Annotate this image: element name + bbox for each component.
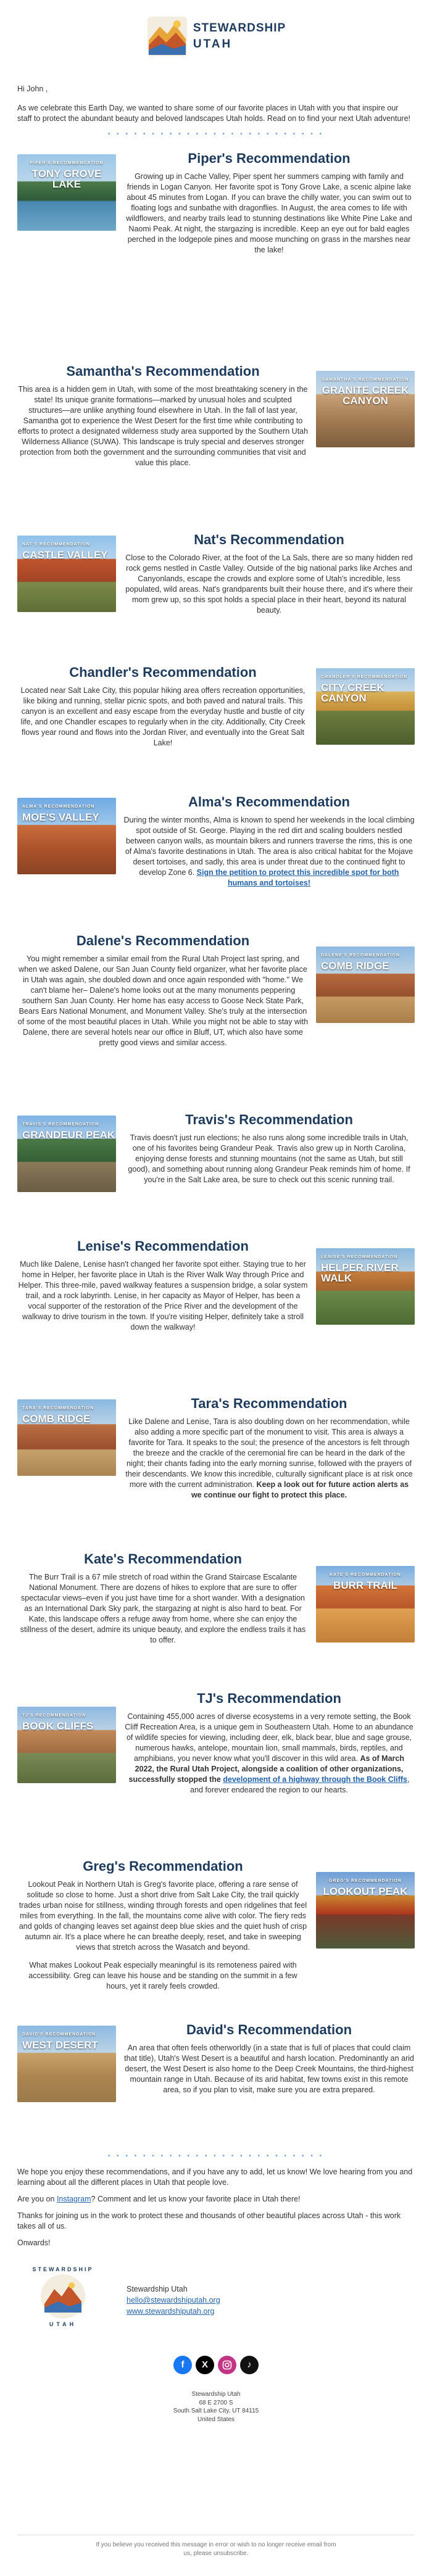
facebook-icon[interactable]: f xyxy=(173,2356,192,2374)
svg-text:STEWARDSHIP: STEWARDSHIP xyxy=(32,2266,94,2272)
rec-text: Located near Salt Lake City, this popular hiking area offers recreation opportunities, like biking and running, stellar picnic spots, and both paved and natural trails. This canyon is an excellent and easy escape from the everyday hustle and bustle of city life, and one Chandler escapes to regularly when in the city. Additionally, City Creek flows year round and flows into the Jordan River, and eventually into the Great Salt Lake! xyxy=(20,685,305,747)
rec-greg xyxy=(0,1857,432,2024)
rec-text: Containing 455,000 acres of diverse ecosystems in a very remote setting, the Book Cliff Recreation Area, is a unique gem in Southeastern Utah. Home to an abundance of wildlife species for viewing, including deer, elk, black bear, blue and sage grouse, numerous hawks, antelope, mountain lion, small mammals, birds, reptiles, and amphibians, you never know what you'll discover in this wild area. xyxy=(125,1712,413,1763)
rec-david xyxy=(0,2021,432,2113)
rec-image[interactable] xyxy=(17,1399,116,1476)
greeting: Hi John , xyxy=(17,85,48,93)
rec-badge-small: TRAVIS'S RECOMMENDATION xyxy=(22,1122,99,1127)
rec-title: TJ's Recommendation xyxy=(197,1691,341,1706)
footer-org: Stewardship Utah xyxy=(127,2285,188,2293)
instagram-link[interactable]: Instagram xyxy=(56,2195,91,2203)
divider: • • • • • • • • • • • • • • • • • • • • • • • • • xyxy=(107,2153,325,2160)
rec-text: Much like Dalene, Lenise hasn't changed her favorite spot either. Staying true to her home in Helper, her favorite place in Utah is the River Walk Way through Price and Helper. This three-mile, paved walkway features a suspension bridge, a solar system trail, and a rock labyrinth. Lenise, in her capacity as Mayor of Helper, has been a vocal supporter of the restoration of the Price River and the development of the walkway to drive tourism in the town. If you're visiting Helper, definitely take a stroll down the walkway! xyxy=(18,1259,308,1331)
rec-image[interactable] xyxy=(316,1248,415,1325)
address-line3: South Salt Lake City, UT 84115 xyxy=(173,2408,259,2414)
rec-text: Travis doesn't just run elections; he also runs along some incredible trails in Utah, one of his favorites being Grandeur Peak. Travis also grew up in North Carolina, enjoying dense forests and stunning mountains (not the same as Utah, but still good), and something about running along Grandeur Peak reminds him of home. If you're in the Salt Lake area, be sure to check out this scenic running trail. xyxy=(128,1133,410,1184)
closing-p3: Thanks for joining us in the work to protect these and thousands of other beautiful places across Utah - this work takes all of us. xyxy=(17,2211,401,2230)
address-line1: Stewardship Utah xyxy=(191,2391,241,2398)
rec-badge-big: GRANITE CREEK CANYON xyxy=(322,384,409,407)
divider: • • • • • • • • • • • • • • • • • • • • • • • • • xyxy=(107,131,325,138)
rec-text: Growing up in Cache Valley, Piper spent her summers camping with family and friends in Logan Canyon. Her favorite spot is Tony Grove Lake, a scenic alpine lake about 45 minutes from Logan. If you can brave the chilly water, you can swim out to floating logs and sunbathe with dragonflies. In August, the area comes to life with wildflowers, and nearby trails lead to stunning destinations like White Pine Lake and Naomi Peak. At night, the stargazing is incredible. Keep an eye out for bald eagles perched in the lodgepole pines and moose munching on grass in the marshes near the lake! xyxy=(126,172,412,254)
rec-badge-small: PIPER'S RECOMMENDATION xyxy=(30,161,104,165)
brand-logo[interactable] xyxy=(146,15,286,57)
closing-p4: Onwards! xyxy=(17,2238,51,2247)
petition-link[interactable]: Sign the petition to protect this incredible spot for both humans and tortoises! xyxy=(196,868,399,887)
rec-text: The Burr Trail is a 67 mile stretch of road within the Grand Staircase Escalante National Monument. There are dozens of hikes to explore that are sure to offer spectacular views–even if you just have time for a short wander. With a designation as an International Dark Sky park, the stargazing at night is also hard to beat. For Kate, this landscape offers a refuge away from home, where she can enjoy the stillness of the desert, admire its unique beauty, and explore the endless trails it has to offer. xyxy=(20,1572,306,1644)
closing-p2-post: ? Comment and let us know your favorite place in Utah there! xyxy=(91,2195,301,2203)
footer-address xyxy=(0,2390,432,2424)
rec-tara xyxy=(0,1394,432,1518)
book-cliffs-link[interactable]: development of a highway through the Book Cliffs xyxy=(223,1775,407,1784)
rec-image[interactable] xyxy=(17,798,116,874)
rec-title: Lenise's Recommendation xyxy=(77,1238,249,1254)
rec-text: During the winter months, Alma is known to spend her weekends in the local climbing spot outside of St. George. Playing in the red dirt and scaling boulders nestled between canyon walls, as mountain bikers and runners traverse the rims, this is one of Alma's favorite destinations in Utah. The area is also critical habitat for the Mojave desert tortoises, and sadly, this area is under threat due to the continued fight to develop Zone 6. xyxy=(123,815,415,877)
tiktok-icon[interactable]: ♪ xyxy=(240,2356,259,2374)
rec-badge-big: CASTLE VALLEY xyxy=(22,549,108,561)
rec-text: Lookout Peak in Northern Utah is Greg's favorite place, offering a rare sense of solitude so close to home. Just a short drive from Salt Lake City, the trail quickly trades urban noise for stillness, winding through forests and open ridgelines that feel miles from everything. In the fall, the mountains come alive with color. The fiery reds and golds of changing leaves set against deep blue skies and the quiet hush of crisp autumn air. It's a place where he can breathe deeply, reset, and take in sweeping views that stretch across the Wasatch and beyond. xyxy=(19,1879,307,1952)
footer-website-link[interactable]: www.stewardshiputah.org xyxy=(127,2307,215,2316)
rec-badge-small: DALENE'S RECOMMENDATION xyxy=(321,953,400,958)
intro-section xyxy=(0,84,432,139)
rec-badge-small: GREG'S RECOMMENDATION xyxy=(329,1879,402,1883)
rec-title: Nat's Recommendation xyxy=(194,532,344,547)
rec-bold-text: As of March 2022, the Rural Utah Project, alongside a coalition of other organizations, successfully stopped the xyxy=(128,1754,404,1784)
rec-dalene xyxy=(0,932,432,1049)
rec-title: Samantha's Recommendation xyxy=(66,363,260,379)
rec-badge-small: TJ'S RECOMMENDATION xyxy=(22,1713,86,1718)
rec-text: This area is a hidden gem in Utah, with some of the most breathtaking scenery in the state! Its unique granite formations—marked by unusual holes and sculpted structures—are unlike anything found elsewhere in Utah. In the fall of last year, Samantha got to experience the West Desert for the first time while contributing to efforts to protect a designated wilderness study area supported by the Southern Utah Wilderness Alliance (SUWA). This landscape is truly special and deserves stronger protection from both the government and the surrounding communities that visit and value this place. xyxy=(17,384,309,467)
rec-title: Alma's Recommendation xyxy=(188,794,350,810)
rec-piper xyxy=(0,149,432,254)
rec-bold-text: Keep a look out for future action alerts as we continue our fight to protect this place. xyxy=(191,1480,409,1499)
rec-text: An area that often feels otherworldly (in a state that is full of places that could claim that title), Utah's West Desert is a beautiful and harsh location. Predominantly an arid desert, the West Desert is also home to the Deep Creek Mountains, the third-highest mountain range in Utah. Because of its arid habitat, few towns exist in this remote area, so if you plan to visit, make sure you are extra prepared. xyxy=(124,2043,414,2094)
x-icon[interactable]: X xyxy=(196,2356,214,2374)
rec-text-2: What makes Lookout Peak especially meaningful is its remoteness paired with accessibility. Greg can leave his house and be standing on the summit in a few hours, yet it rarely feels crowded. xyxy=(28,1960,297,1990)
rec-badge-big: WEST DESERT xyxy=(22,2039,98,2051)
rec-title: Tara's Recommendation xyxy=(191,1396,347,1411)
rec-image[interactable] xyxy=(316,668,415,745)
rec-badge-big: COMB RIDGE xyxy=(22,1412,91,1425)
rec-image[interactable] xyxy=(316,1872,415,1949)
rec-image[interactable] xyxy=(17,1707,116,1783)
rec-chandler xyxy=(0,663,432,762)
rec-badge-small: KATE'S RECOMMENDATION xyxy=(330,1573,401,1577)
rec-badge-big: COMB RIDGE xyxy=(321,959,389,972)
rec-text: Like Dalene and Lenise, Tara is also doubling down on her recommendation, while also adding a more specific part of the monument to visit. This area is always a favorite for Tara. It speaks to the soul; the presence of the ancestors is felt through the breeze and the crackle of the ceremonial fire can be heard in the dark of the night; their chants fading into the early morning sunrise, followed with the prayers of their descendants. We know this incredible, culturally significant place is at risk once more with the current administration. xyxy=(125,1417,413,1489)
rec-travis xyxy=(0,1111,432,1197)
rec-badge-big: CITY CREEK CANYON xyxy=(321,681,384,704)
svg-text:UTAH: UTAH xyxy=(49,2321,77,2327)
rec-badge-small: DAVID'S RECOMMENDATION xyxy=(22,2032,96,2037)
rec-tail-text: , and forever endeared the region to our hearts. xyxy=(190,1775,410,1794)
closing-p1: We hope you enjoy these recommendations, and if you have any to add, let us know! We love hearing from you and learning about all the different places in Utah that people love. xyxy=(17,2168,413,2187)
rec-tj xyxy=(0,1689,432,1819)
rec-nat xyxy=(0,531,432,617)
closing-section xyxy=(17,2167,415,2255)
intro-text: As we celebrate this Earth Day, we wanted to share some of our favorite places in Utah with you that inspire our staff to protect the abundant beauty and beloved landscapes Utah holds. Read on to find your next Utah adventure! xyxy=(17,104,411,123)
instagram-icon[interactable] xyxy=(218,2356,236,2374)
rec-badge-big: BOOK CLIFFS xyxy=(22,1720,94,1732)
rec-badge-big: TONY GROVE LAKE xyxy=(31,167,102,190)
address-line2: 68 E 2700 S xyxy=(199,2399,233,2406)
rec-badge-small: ALMA'S RECOMMENDATION xyxy=(22,805,95,809)
rec-lenise xyxy=(0,1237,432,1354)
rec-samantha xyxy=(0,362,432,473)
rec-alma xyxy=(0,793,432,892)
rec-title: Piper's Recommendation xyxy=(188,151,351,166)
footer-contact xyxy=(127,2284,220,2317)
rec-image[interactable] xyxy=(316,946,415,1023)
rec-badge-small: NAT'S RECOMMENDATION xyxy=(22,542,91,547)
rec-badge-big: HELPER RIVER WALK xyxy=(321,1261,399,1284)
rec-image[interactable] xyxy=(17,2026,116,2102)
footer-email-link[interactable]: hello@stewardshiputah.org xyxy=(127,2296,220,2305)
rec-text: Close to the Colorado River, at the foot of the La Sals, there are so many hidden red rock gems nestled in Castle Valley. Outside of the big national parks like Arches and Canyonlands, escape the crowds and explore some of Utah's incredible, less populated, wild areas. Nat's grandparents built their house there, and it's where their mom grew up, so this spot holds a special place in their heart, beyond its natural beauty. xyxy=(125,553,413,615)
social-links xyxy=(0,2356,432,2374)
rec-badge-big: GRANDEUR PEAK xyxy=(22,1129,115,1141)
rec-badge-big: LOOKOUT PEAK xyxy=(323,1885,408,1897)
rec-image[interactable] xyxy=(316,371,415,447)
rec-badge-small: CHANDLER'S RECOMMENDATION xyxy=(321,675,408,679)
rec-image[interactable] xyxy=(316,1566,415,1642)
closing-p2-pre: Are you on xyxy=(17,2195,57,2203)
rec-badge-big: BURR TRAIL xyxy=(333,1579,397,1591)
rec-kate xyxy=(0,1550,432,1655)
rec-image[interactable] xyxy=(17,536,116,612)
rec-image[interactable] xyxy=(17,1116,116,1192)
rec-text: You might remember a similar email from the Rural Utah Project last spring, and when we asked Dalene, our San Juan County field organizer, what her favorite place in Utah was again, she doubled down and once again responded with "home." We can't blame her– Dalene's home looks out at the many monuments peppering southern San Juan County. Her home has easy access to Goose Neck State Park, Bears Ears National Monument, and Monument Valley. She's truly at the intersection of some of the most beautiful places in Utah. While you might not be able to stay with Dalene, there are several hotels near our office in Bluff, UT, which also have some pretty good views and similar access. xyxy=(17,954,309,1047)
email-header xyxy=(0,0,432,73)
rec-title: Greg's Recommendation xyxy=(83,1858,243,1874)
footer-logo-icon[interactable] xyxy=(31,2264,95,2329)
rec-title: Kate's Recommendation xyxy=(84,1551,242,1567)
address-line4: United States xyxy=(197,2416,235,2423)
brand-name-line1: STEWARDSHIP xyxy=(193,22,286,35)
brand-name-line2: UTAH xyxy=(193,38,233,51)
rec-image[interactable] xyxy=(17,154,116,231)
rec-title: Chandler's Recommendation xyxy=(69,665,257,680)
rec-title: David's Recommendation xyxy=(186,2022,352,2037)
rec-badge-small: LENISE'S RECOMMENDATION xyxy=(321,1255,398,1259)
rec-title: Travis's Recommendation xyxy=(185,1112,353,1127)
rec-title: Dalene's Recommendation xyxy=(76,933,250,948)
rec-badge-small: SAMANTHA'S RECOMMENDATION xyxy=(322,378,409,382)
rec-badge-small: TARA'S RECOMMENDATION xyxy=(22,1406,94,1410)
unsubscribe-text[interactable]: If you believe you received this message in error or wish to no longer receive email from us, please unsubscribe. xyxy=(96,2541,336,2557)
rec-badge-big: MOE'S VALLEY xyxy=(22,811,99,823)
mountain-logo-icon xyxy=(146,15,188,57)
